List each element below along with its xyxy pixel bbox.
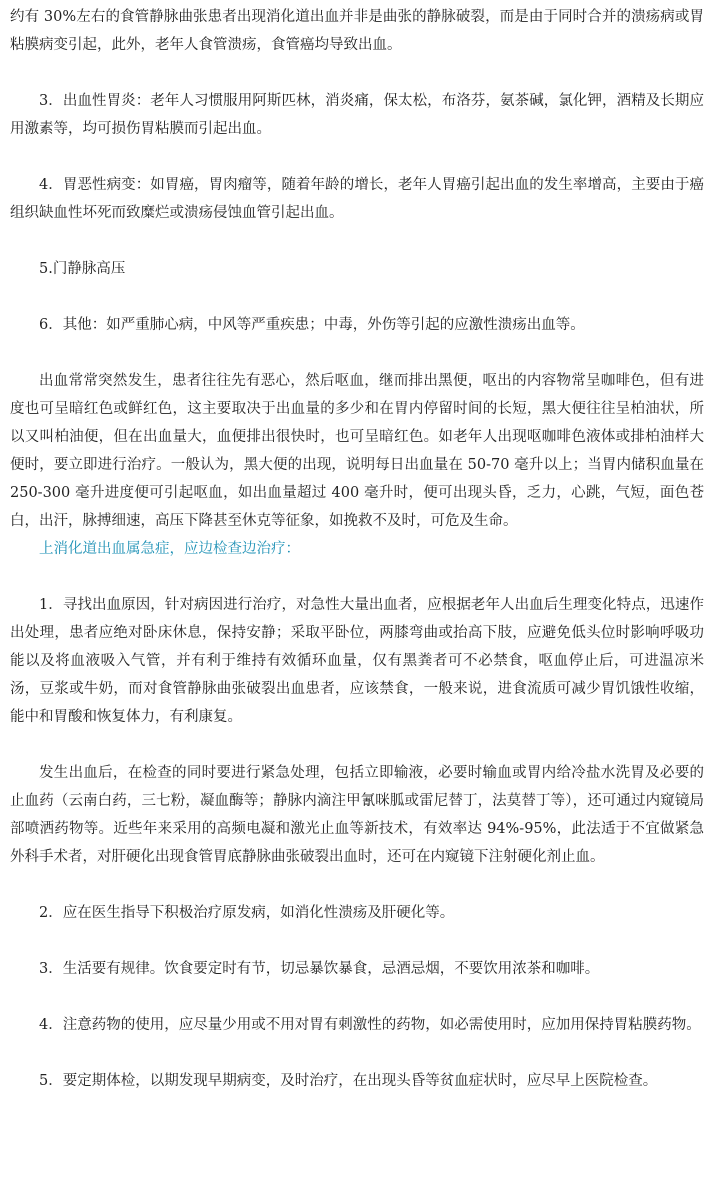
symptoms-paragraph: 出血常常突然发生，患者往往先有恶心，然后呕血，继而排出黑便，呕出的内容物常呈咖啡色，但有进度也可呈暗红色或鲜红色，这主要取决于出血量的多少和在胃内停留时间的长短，黑大便往往呈柏油状，所以又叫柏油便，但在出血量大，血便排出很快时，也可呈暗红色。如老年人出现呕咖啡色液体或排柏油样大便时，要立即进行治疗。一般认为，黑大便的出现，说明每日出血量在 50-70 毫升以上；当胃内储积血量在 250-300 毫升进度便可引起呕血，如出血量超过 400 毫升时，便可出现头昏，乏力，心跳，气短，面色苍白，出汗，脉搏细速，高压下降甚至休克等征象，如挽救不及时，可危及生命。 <box>10 373 704 529</box>
section-heading: 上消化道出血属急症，应边检查边治疗： <box>39 541 300 557</box>
cause-4-paragraph: 4．胃恶性病变：如胃癌，胃肉瘤等，随着年龄的增长，老年人胃癌引起出血的发生率增高，主要由于癌组织缺血性坏死而致糜烂或溃疡侵蚀血管引起出血。 <box>10 177 704 221</box>
cause-5-paragraph: 5.门静脉高压 <box>39 261 126 277</box>
article-page <box>0 3 714 1180</box>
cause-6-paragraph: 6．其他：如严重肺心病，中风等严重疾患；中毒，外伤等引起的应激性溃疡出血等。 <box>39 317 585 333</box>
treatment-emergency-paragraph: 发生出血后，在检查的同时要进行紧急处理，包括立即输液，必要时输血或胃内给冷盐水洗胃及必要的止血药（云南白药，三七粉，凝血酶等；静脉内滴注甲氰咪胍或雷尼替丁，法莫替丁等），还可通过内窥镜局部喷洒药物等。近些年来采用的高频电凝和激光止血等新技术，有效率达 94%-95%，此法适于不宜做紧急外科手术者，对肝硬化出现食管胃底静脉曲张破裂出血时，还可在内窥镜下注射硬化剂止血。 <box>10 765 704 865</box>
treatment-5-paragraph: 5．要定期体检，以期发现早期病变，及时治疗，在出现头昏等贫血症状时，应尽早上医院检查。 <box>39 1073 658 1089</box>
treatment-3-paragraph: 3．生活要有规律。饮食要定时有节，切忌暴饮暴食，忌酒忌烟，不要饮用浓茶和咖啡。 <box>39 961 600 977</box>
treatment-4-paragraph: 4．注意药物的使用，应尽量少用或不用对胃有刺激性的药物，如必需使用时，应加用保持胃粘膜药物。 <box>39 1017 701 1033</box>
treatment-1-paragraph: 1．寻找出血原因，针对病因进行治疗，对急性大量出血者，应根据老年人出血后生理变化特点，迅速作出处理，患者应绝对卧床休息，保持安静；采取平卧位，两膝弯曲或抬高下肢，应避免低头位时影响呼吸功能以及将血液吸入气管，并有利于维持有效循环血量，仅有黑粪者可不必禁食，呕血停止后，可进温凉米汤，豆浆或牛奶，而对食管静脉曲张破裂出血患者，应该禁食，一般来说，进食流质可减少胃饥饿性收缩，能中和胃酸和恢复体力，有利康复。 <box>10 597 704 725</box>
treatment-2-paragraph: 2．应在医生指导下积极治疗原发病，如消化性溃疡及肝硬化等。 <box>39 905 455 921</box>
intro-paragraph: 约有 30%左右的食管静脉曲张患者出现消化道出血并非是曲张的静脉破裂，而是由于同时合并的溃疡病或胃粘膜病变引起，此外，老年人食管溃疡，食管癌均导致出血。 <box>10 9 704 53</box>
cause-3-paragraph: 3．出血性胃炎：老年人习惯服用阿斯匹林，消炎痛，保太松，布洛芬，氨茶碱，氯化钾，酒精及长期应用激素等，均可损伤胃粘膜而引起出血。 <box>10 93 704 137</box>
